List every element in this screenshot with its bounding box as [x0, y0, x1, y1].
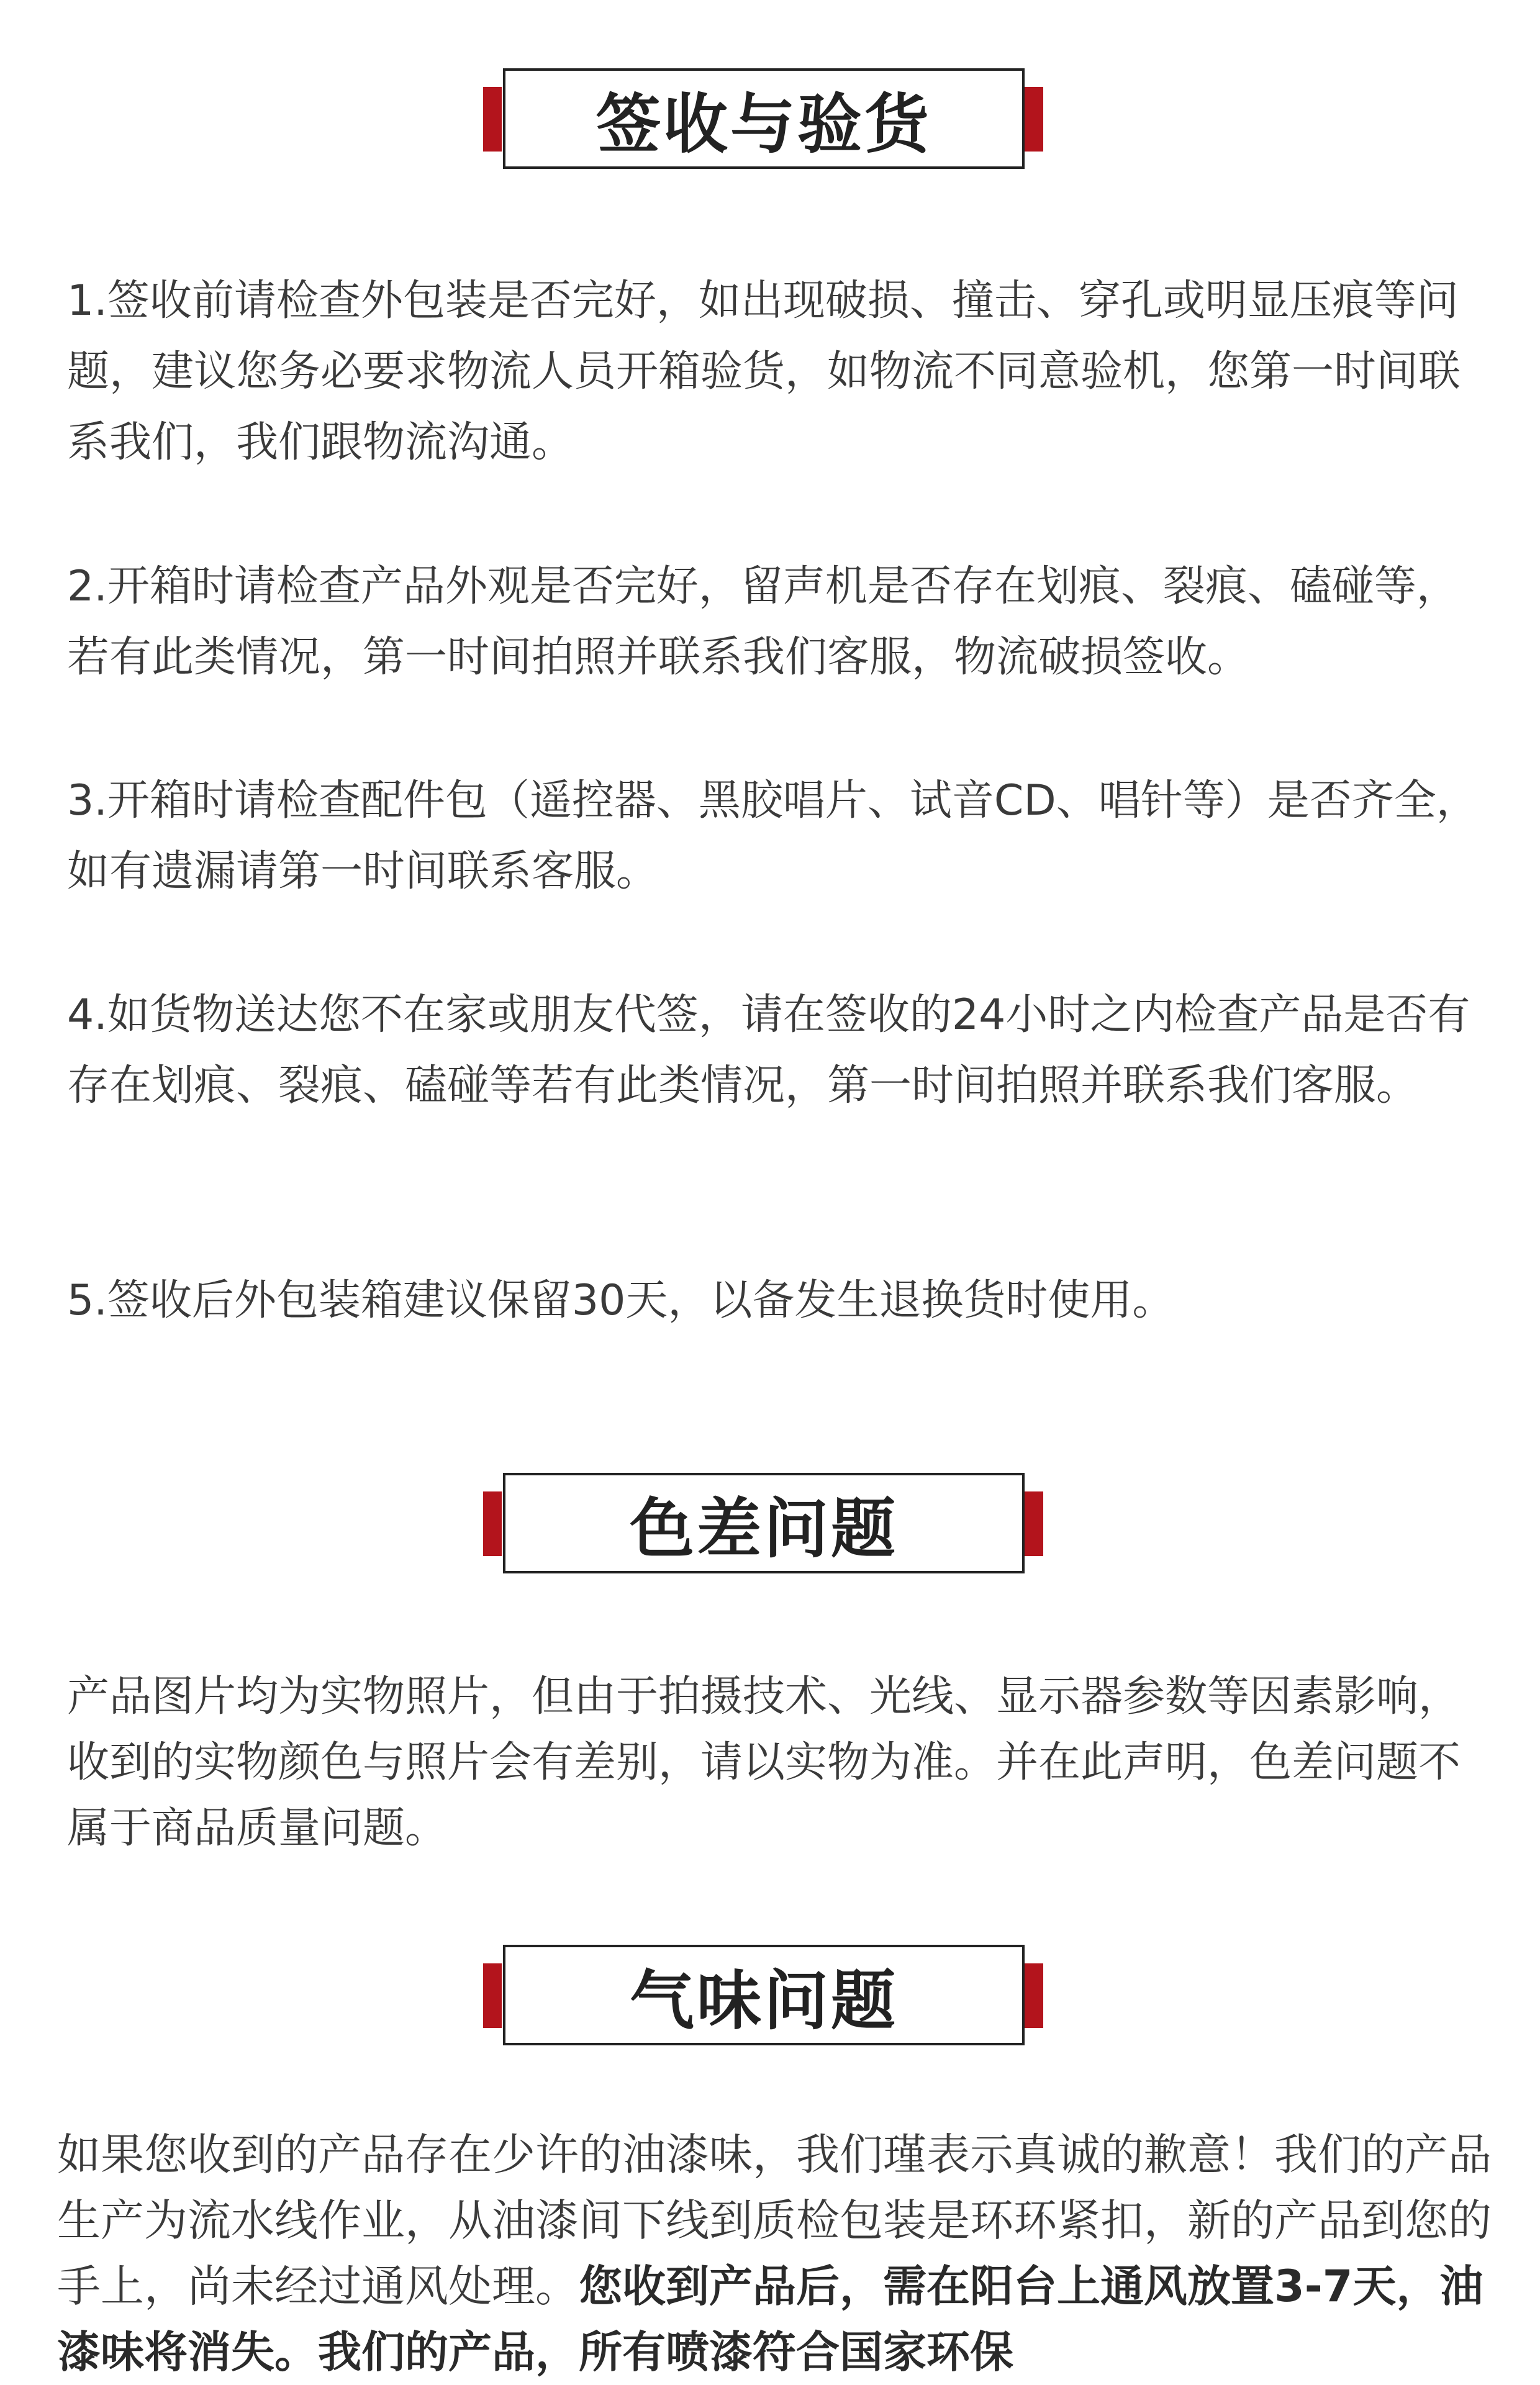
smell-text-bold: 您收到产品后，需在阳台上通风放置3-7天，油漆味将消失。我们的产品，所有喷漆符合国家环保	[57, 2261, 1483, 2378]
section-title: 签收与验货	[596, 86, 931, 162]
accent-bar	[1025, 1491, 1043, 1556]
smell-paragraph	[57, 2122, 1492, 2385]
section-header-smell	[0, 1945, 1540, 2050]
receipt-item-2: 2.开箱时请检查产品外观是否完好，留声机是否存在划痕、裂痕、磕碰等，若有此类情况，第一时间拍照并联系我们客服，物流破损签收。	[67, 562, 1459, 682]
section-title-box	[503, 68, 1025, 169]
receipt-item-1: 1.签收前请检查外包装是否完好，如出现破损、撞击、穿孔或明显压痕等问题，建议您务必要求物流人员开箱验货，如物流不同意验机，您第一时间联系我们，我们跟物流沟通。	[67, 276, 1461, 467]
accent-bar	[1025, 1963, 1043, 2028]
section-title: 气味问题	[629, 1963, 898, 2039]
receipt-item-4: 4.如货物送达您不在家或朋友代签，请在签收的24小时之内检查产品是否有存在划痕、裂痕、磕碰等若有此类情况，第一时间拍照并联系我们客服。	[67, 990, 1470, 1110]
accent-bar	[483, 1491, 502, 1556]
section-header-color	[0, 1473, 1540, 1578]
smell-text-normal: 如果您收到的产品存在少许的油漆味，我们瑾表示真诚的歉意！我们的产品生产为流水线作业，从油漆间下线到质检包装是环环紧扣，新的产品到您的手上，尚未经过通风处理。	[57, 2129, 1492, 2312]
section-title-box	[503, 1945, 1025, 2045]
section-header-receipt	[0, 68, 1540, 174]
receipt-item-5: 5.签收后外包装箱建议保留30天，以备发生退换货时使用。	[67, 1276, 1175, 1325]
accent-bar	[483, 87, 502, 152]
accent-bar	[1025, 87, 1043, 152]
section-title-box	[503, 1473, 1025, 1573]
receipt-item-3: 3.开箱时请检查配件包（遥控器、黑胶唱片、试音CD、唱针等）是否齐全，如有遗漏请第一时间联系客服。	[67, 776, 1479, 896]
accent-bar	[483, 1963, 502, 2028]
section-title: 色差问题	[629, 1491, 898, 1567]
color-paragraph: 产品图片均为实物照片，但由于拍摄技术、光线、显示器参数等因素影响，收到的实物颜色与照片会有差别，请以实物为准。并在此声明，色差问题不属于商品质量问题。	[67, 1672, 1461, 1853]
